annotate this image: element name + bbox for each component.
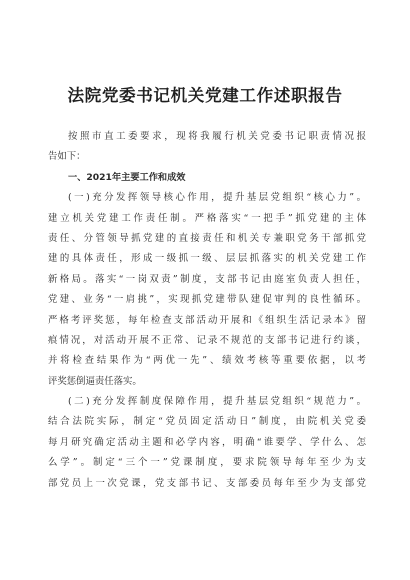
- text-line: 结合法院实际，制定“党员固定活动日”制度，由院机关党委: [48, 416, 366, 428]
- text-line: 每月研究确定活动主题和必学内容，明确“谁要学、学什么、怎: [48, 436, 366, 448]
- text-line: 评奖惩倒逼责任落实。: [48, 375, 142, 387]
- text-line: 部党员上一次党课，党支部书记、支部委员每年至少为支部党: [48, 477, 366, 489]
- document-title: 法院党委书记机关党建工作述职报告: [67, 86, 343, 105]
- section-heading: 一、2021年主要工作和成效: [68, 171, 186, 183]
- text-line: 建的具体责任，形成一级抓一级、层层抓落实的机关党建工作: [48, 253, 366, 265]
- text-line: 按照市直工委要求，现将我履行机关党委书记职责情况报: [68, 131, 366, 142]
- text-line: 么学”。制定“三个一”党课制度，要求院领导每年至少为支: [48, 457, 366, 469]
- text-line: 建立机关党建工作责任制。严格落实“一把手”抓党建的主体: [48, 212, 366, 224]
- text-line: 告如下：: [48, 151, 86, 163]
- text-line: (一)充分发挥领导核心作用，提升基层党组织“核心力”。: [68, 192, 366, 204]
- text-line: 严格考评奖惩，每年检查支部活动开展和《组织生活记录本》留: [48, 314, 366, 326]
- text-line: (二)充分发挥制度保障作用，提升基层党组织“规范力”。: [68, 396, 366, 408]
- text-line: 责任、分管领导抓党建的直接责任和机关专兼职党务干部抓党: [48, 232, 366, 244]
- document-body: [48, 127, 366, 494]
- text-line: 新格局。落实“一岗双责”制度，支部书记由庭室负责人担任，: [48, 273, 366, 285]
- text-line: 党建、业务“一肩挑”，实现抓党建带队建促审判的良性循环。: [48, 294, 366, 306]
- text-line: 并将检查结果作为“两优一先”、绩效考核等重要依据，以考: [48, 355, 366, 367]
- text-line: 痕情况，对活动开展不正常、记录不规范的支部书记进行约谈，: [48, 334, 366, 346]
